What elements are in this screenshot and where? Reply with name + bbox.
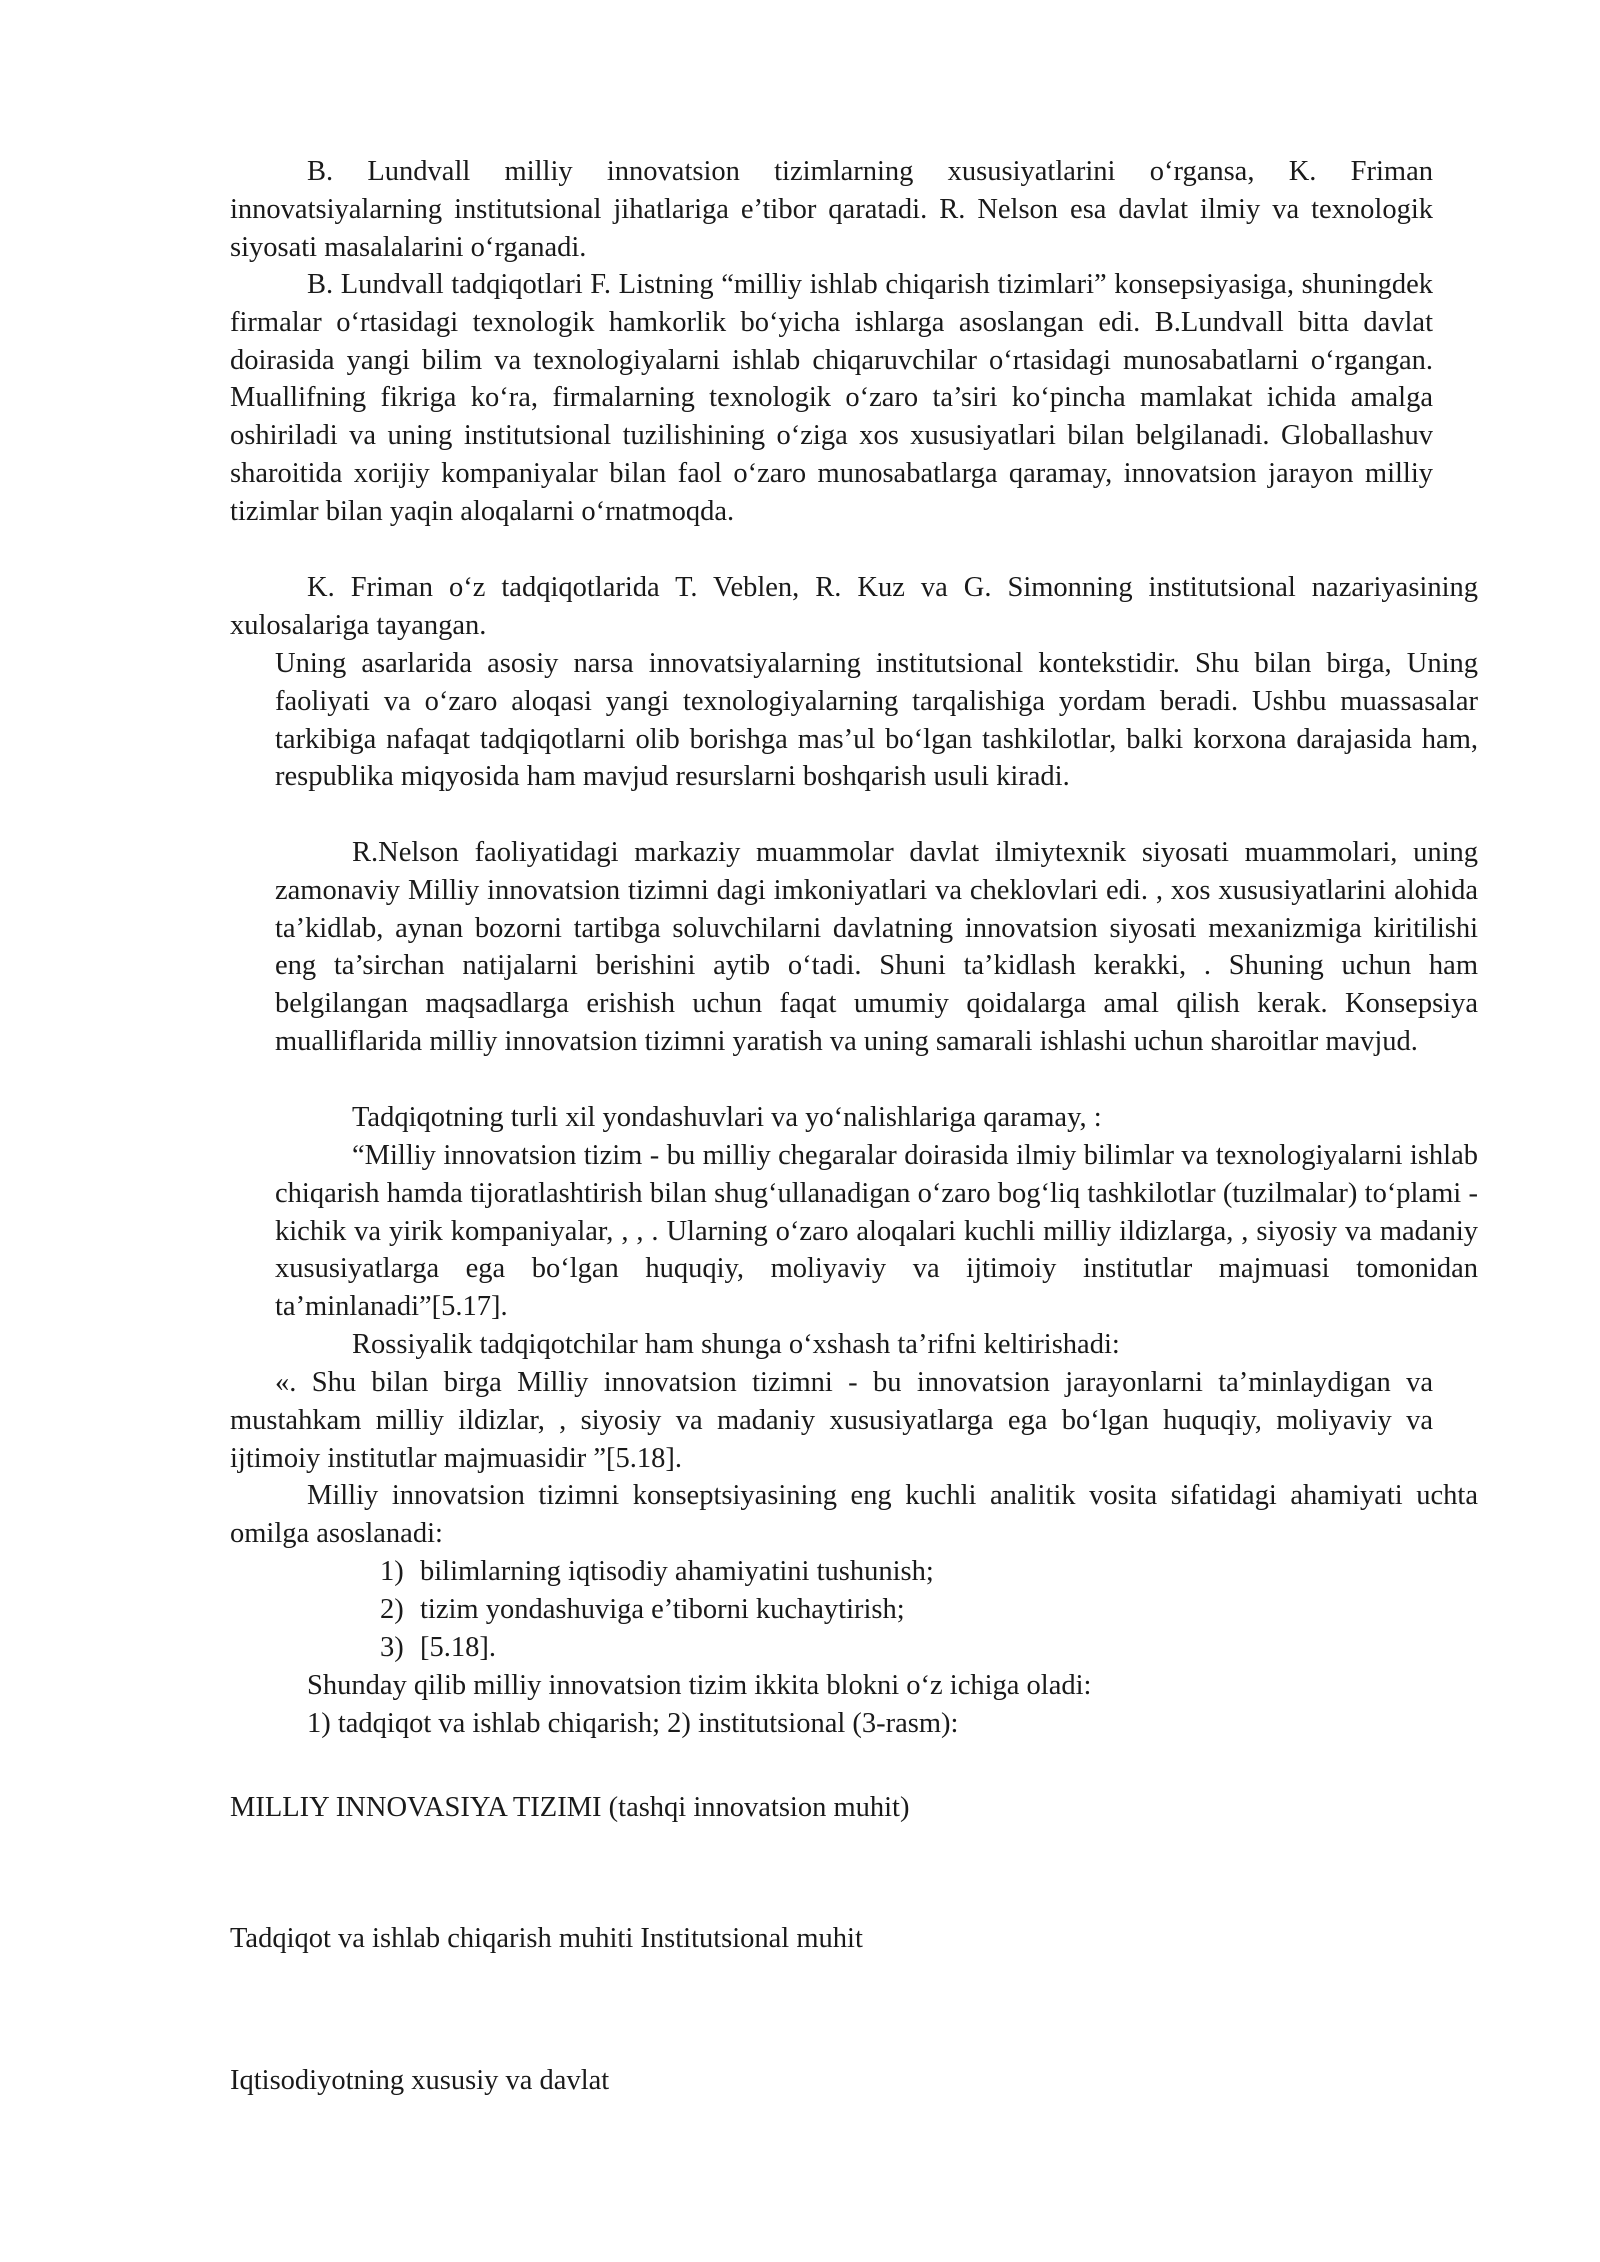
paragraph-friman: K. Friman o‘z tadqiqotlarida T. Veblen, R. Kuz va G. Simonning institutsional nazariyasining xulosalariga tayangan. [230, 572, 1478, 641]
paragraph-russian-researchers: Rossiyalik tadqiqotchilar ham shunga o‘xshash ta’rifni keltirishadi: [352, 1329, 1120, 1360]
paragraph-blocks-list: 1) tadqiqot va ishlab chiqarish; 2) institutsional (3-rasm): [307, 1708, 959, 1739]
list-text: [5.18]. [420, 1632, 496, 1663]
list-number: 3) [380, 1632, 404, 1663]
paragraph-institutional-context: Uning asarlarida asosiy narsa innovatsiyalarning institutsional kontekstidir. Shu bilan birga, Uning faoliyati va o‘zaro aloqasi yangi texnologiyalarning tarqalishiga yordam beradi. Ushbu muassasalar tarkibiga nafaqat tadqiqotlarni olib borishga mas’ul bo‘lgan tashkilotlar, balki korxona darajasida ham, respublika miqyosida ham mavjud resurslarni boshqarish usuli kiradi. [275, 648, 1478, 793]
list-number: 1) [380, 1556, 404, 1587]
paragraph-three-factors: Milliy innovatsion tizimni konseptsiyasining eng kuchli analitik vosita sifatidagi ahamiyati uchta omilga asoslanadi: [230, 1480, 1478, 1549]
paragraph-approaches: Tadqiqotning turli xil yondashuvlari va yo‘nalishlariga qaramay, : [352, 1102, 1102, 1133]
paragraph-russian-definition: «. Shu bilan birga Milliy innovatsion tizimni - bu innovatsion jarayonlarni ta’minlaydigan va mustahkam milliy ildizlar, , siyosiy va madaniy xususiyatlarga ega bo‘lgan huquqiy, moliyaviy va ijtimoiy institutlar majmuasidir ”[5.18]. [230, 1367, 1433, 1474]
list-item [380, 1629, 496, 1667]
list-number: 2) [380, 1594, 404, 1625]
paragraph-nis-definition: “Milliy innovatsion tizim - bu milliy chegaralar doirasida ilmiy bilimlar va texnologiyalarni ishlab chiqarish hamda tijoratlashtirish bilan shug‘ullanadigan o‘zaro bog‘liq tashkilotlar (tuzilmalar) to‘plami - kichik va yirik kompaniyalar, , , . Ularning o‘zaro aloqalari kuchli milliy ildizlarga, , siyosiy va madaniy xususiyatlarga ega bo‘lgan huquqiy, moliyaviy va ijtimoiy institutlar majmuasi tomonidan ta’minlanadi”[5.17]. [275, 1140, 1478, 1323]
list-text: bilimlarning iqtisodiy ahamiyatini tushunish; [420, 1556, 934, 1587]
paragraph-lundvall-research: B. Lundvall tadqiqotlari F. Listning “milliy ishlab chiqarish tizimlari” konsepsiyasiga, shuningdek firmalar o‘rtasidagi texnologik hamkorlik bo‘yicha ishlarga asoslangan edi. B.Lundvall bitta davlat doirasida yangi bilim va texnologiyalarni ishlab chiqaruvchilar o‘rtasidagi munosabatlarni o‘rgangan. Muallifning fikriga ko‘ra, firmalarning texnologik o‘zaro ta’siri ko‘pincha mamlakat ichida amalga oshiriladi va uning institutsional tuzilishining o‘ziga xos xususiyatlari bilan belgilanadi. Globallashuv sharoitida xorijiy kompaniyalar bilan faol o‘zaro munosabatlarga qaramay, innovatsion jarayon milliy tizimlar bilan yaqin aloqalarni o‘rnatmoqda. [230, 269, 1433, 527]
diagram-label-middle: Tadqiqot va ishlab chiqarish muhiti Institutsional muhit [230, 1923, 863, 1954]
list-item [380, 1591, 905, 1629]
list-text: tizim yondashuviga e’tiborni kuchaytirish; [420, 1594, 905, 1625]
diagram-label-top: MILLIY INNOVASIYA TIZIMI (tashqi innovatsion muhit) [230, 1792, 910, 1823]
diagram-label-bottom: Iqtisodiyotning xususiy va davlat [230, 2065, 610, 2096]
paragraph-lundvall-intro: B. Lundvall milliy innovatsion tizimlarning xususiyatlarini o‘rgansa, K. Friman innovatsiyalarning institutsional jihatlariga e’tibor qaratadi. R. Nelson esa davlat ilmiy va texnologik siyosati masalalarini o‘rganadi. [230, 156, 1433, 263]
paragraph-nelson: R.Nelson faoliyatidagi markaziy muammolar davlat ilmiytexnik siyosati muammolari, uning zamonaviy Milliy innovatsion tizimni dagi imkoniyatlari va cheklovlari edi. , xos xususiyatlarini alohida ta’kidlab, aynan bozorni tartibga soluvchilarni davlatning innovatsion siyosati mexanizmiga kiritilishi eng ta’sirchan natijalarni berishini aytib o‘tadi. Shuni ta’kidlash kerakki, . Shuning uchun ham belgilangan maqsadlarga erishish uchun faqat umumiy qoidalarga amal qilish kerak. Konsepsiya mualliflarida milliy innovatsion tizimni yaratish va uning samarali ishlashi uchun sharoitlar mavjud. [275, 837, 1478, 1057]
paragraph-two-blocks: Shunday qilib milliy innovatsion tizim ikkita blokni o‘z ichiga oladi: [307, 1670, 1092, 1701]
list-item [380, 1553, 934, 1591]
